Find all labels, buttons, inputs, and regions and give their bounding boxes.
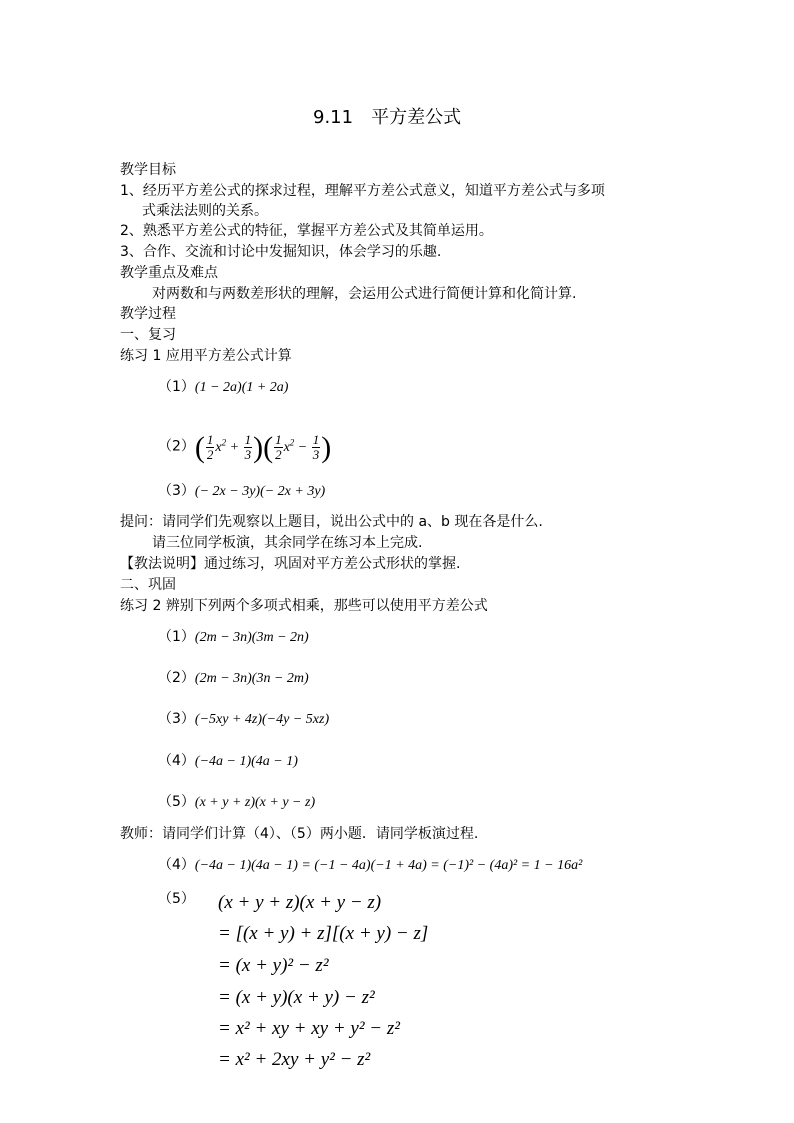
section-consolidate-heading: 二、巩固 [120, 577, 176, 593]
fraction-half-b: $\frac{1}{2}$ [275, 431, 282, 462]
section-goals-heading: 教学目标 [120, 162, 176, 178]
goal-3: 3、合作、交流和讨论中发掘知识，体会学习的乐趣. [120, 244, 442, 260]
item-number: （1） [158, 629, 195, 645]
question-line-2: 请三位同学板演，其余同学在练习本上完成. [152, 535, 423, 551]
solution-4 [158, 856, 582, 875]
ex2-item-1 [158, 628, 309, 647]
section-process-heading: 教学过程 [120, 306, 176, 322]
solution-5-line-6: = x² + 2xy + y² − z² [218, 1049, 371, 1070]
item-number: （1） [158, 379, 195, 395]
goal-1-line-2: 式乘法法则的关系。 [142, 203, 268, 219]
solution-5-line-5: = x² + xy + xy + y² − z² [218, 1018, 400, 1039]
teaching-note: 【教法说明】通过练习，巩固对平方差公式形状的掌握. [120, 556, 461, 572]
fraction-third-a: $\frac{1}{3}$ [244, 431, 252, 462]
item-number: （3） [158, 483, 195, 499]
ex2-item-4 [158, 752, 298, 771]
math-expression: (− 2x − 3y)(− 2x + 3y) [194, 484, 326, 499]
solution-5-number: （5） [158, 891, 195, 907]
item-number: （2） [158, 670, 195, 686]
page-title: 9.11 平方差公式 [313, 107, 462, 128]
solution-5-line-4: = (x + y)(x + y) − z² [218, 987, 375, 1008]
section-review-heading: 一、复习 [120, 327, 176, 343]
math-expression: (2m − 3n)(3n − 2m) [194, 671, 309, 686]
question-line-1: 提问：请同学们先观察以上题目，说出公式中的 a、b 现在各是什么. [120, 514, 543, 530]
math-expression: (x + y + z)(x + y − z) [194, 795, 316, 810]
goal-1-line-1: 1、经历平方差公式的探求过程，理解平方差公式意义，知道平方差公式与多项 [120, 183, 605, 199]
exercise-2-title: 练习 2 辨别下列两个多项式相乘，那些可以使用平方差公式 [120, 598, 488, 614]
ex1-item-3 [158, 482, 325, 501]
section-key-heading: 教学重点及难点 [120, 265, 218, 281]
teacher-instruction: 教师：请同学们计算（4）、（5）两小题．请同学板演过程. [120, 826, 479, 842]
item-number: （2） [158, 438, 195, 455]
fraction-third-b: $\frac{1}{3}$ [312, 431, 320, 462]
solution-5-line-3: = (x + y)² − z² [218, 955, 329, 976]
goal-2: 2、熟悉平方差公式的特征，掌握平方差公式及其简单运用。 [120, 223, 493, 239]
ex2-item-2 [158, 669, 309, 688]
ex2-item-3 [158, 710, 329, 729]
exercise-1-title: 练习 1 应用平方差公式计算 [120, 348, 292, 364]
math-expression: (2m − 3n)(3m − 2n) [194, 630, 309, 645]
math-expression: (−5xy + 4z)(−4y − 5xz) [194, 712, 330, 727]
math-expression: (−4a − 1)(4a − 1) [194, 754, 298, 769]
item-number: （4） [158, 753, 195, 769]
solution-5-line-1: (x + y + z)(x + y − z) [218, 892, 382, 913]
item-number: （4） [158, 857, 195, 873]
ex1-item-1 [158, 378, 288, 397]
math-expression: (−4a − 1)(4a − 1) = (−1 − 4a)(−1 + 4a) = (−1)² − (4a)² = 1 − 16a² [194, 858, 583, 873]
solution-5-line-2: = [(x + y) + z][(x + y) − z] [218, 923, 429, 944]
key-text: 对两数和与两数差形状的理解，会运用公式进行简便计算和化简计算. [152, 286, 577, 302]
item-number: （3） [158, 711, 195, 727]
ex1-item-2 [158, 422, 331, 462]
math-expression: (1 − 2a)(1 + 2a) [194, 380, 289, 395]
ex2-item-5 [158, 793, 315, 812]
fraction-half-a: $\frac{1}{2}$ [206, 431, 214, 462]
item-number: （5） [158, 794, 195, 810]
fraction-expression: ( $\frac{1}{2}$ $x^2$ + $\frac{1}{3}$ )( $\frac{1}{2}$ $x^2$ − $\frac{1}{3}$ ) [194, 430, 332, 464]
